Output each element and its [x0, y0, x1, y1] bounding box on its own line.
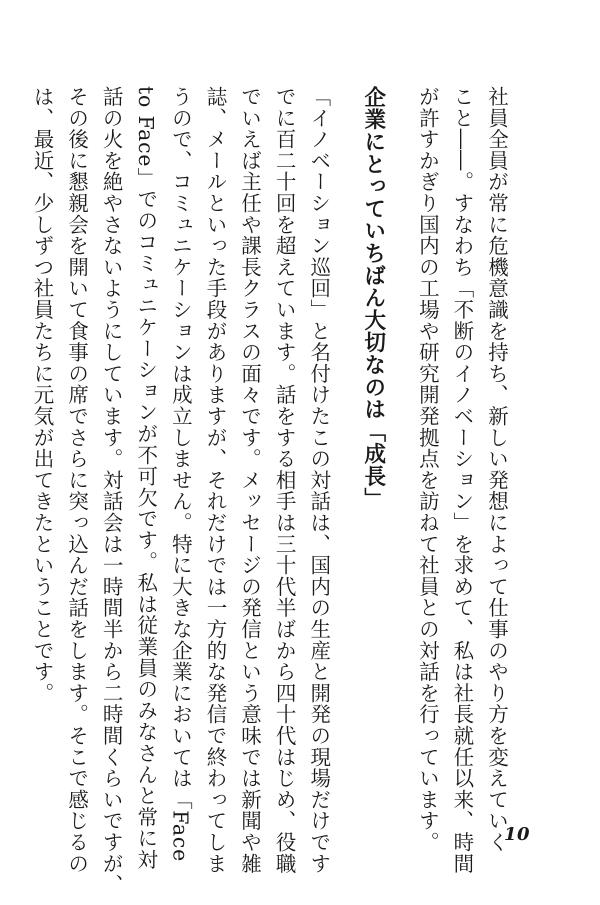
section-heading: 企業にとっていちばん大切なのは「成長」	[360, 86, 386, 510]
paragraph-1-line-3: が許すかぎり国内の工場や研究開発拠点を訪ねて社員との対話を行っています。	[415, 86, 440, 853]
paragraph-1-line-1: 社員全員が常に危機意識を持ち、新しい発想によって仕事のやり方を変えていく	[484, 86, 509, 853]
paragraph-2-line-3: でいえば主任や課長クラスの面々です。メッセージの発信という意味では新聞や雑	[237, 86, 262, 875]
paragraph-2-line-9: は、最近、少しずつ社員たちに元気が出てきたということです。	[29, 86, 54, 704]
paragraph-2-line-8: その後に懇親会を開いて食事の席でさらに突っ込んだ話をします。そこで感じるの	[64, 86, 89, 875]
paragraph-2-line-6: to Face」でのコミュニケーションが不可欠です。私は従業員のみなさんと常に対	[133, 86, 158, 871]
page-number: 10	[503, 824, 530, 845]
paragraph-2-line-1: 「イノベーション巡回」と名付けたこの対話は、国内の生産と開発の現場だけです	[306, 86, 331, 875]
paragraph-2-line-2: でに百二十回を超えています。話をする相手は三十代半ばから四十代はじめ、役職	[272, 86, 297, 875]
paragraph-2-line-5: うので、コミュニケーションは成立しません。特に大きな企業においては「Face	[168, 86, 193, 863]
paragraph-1-line-2: こと――。すなわち「不断のイノベーション」を求めて、私は社長就任以来、時間	[449, 86, 474, 875]
paragraph-2-line-4: 誌、メールといった手段がありますが、それだけでは一方的な発信で終わってしま	[202, 86, 227, 875]
section-heading-wrap	[336, 86, 410, 766]
paragraph-2-line-7: 話の火を絶やさないようにしています。対話会は一時間半から二時間くらいですが、	[99, 86, 124, 896]
